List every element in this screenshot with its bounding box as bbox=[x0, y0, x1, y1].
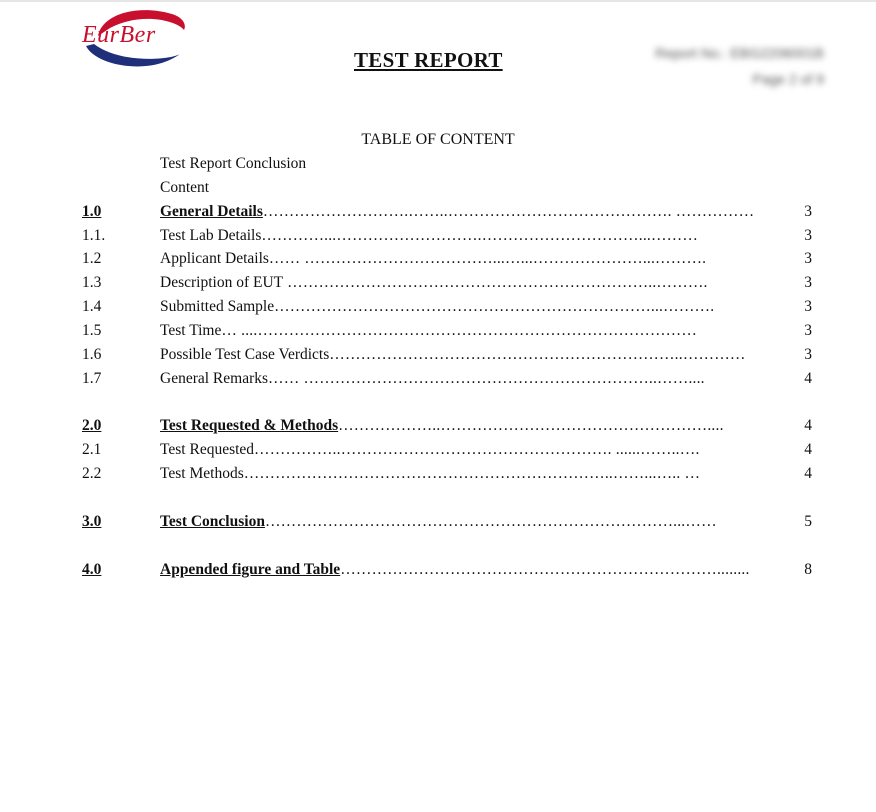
report-number: Report No.: EBG2206001B bbox=[655, 45, 824, 61]
toc-leader-dots: …… …………………………………………………………..…….... bbox=[268, 370, 705, 387]
toc-entry-page: 3 bbox=[804, 346, 812, 363]
toc-leader-dots: …… ………………………………...…...…………………...………. bbox=[268, 250, 707, 267]
toc-leader-dots: …………...……………………….…………………………...……… bbox=[261, 227, 699, 244]
toc-entry-general-remarks[interactable] bbox=[82, 369, 812, 389]
toc-entry-number: 3.0 bbox=[82, 513, 102, 530]
toc-entry-test-requested[interactable] bbox=[82, 440, 812, 460]
toc-entry-possible-test-case-verdicts[interactable] bbox=[82, 345, 812, 365]
toc-entry-title: Test Conclusion bbox=[160, 513, 265, 530]
toc-entry-number: 1.3 bbox=[82, 274, 102, 291]
toc-entry-number: 2.2 bbox=[82, 465, 102, 482]
toc-entry-page: 4 bbox=[804, 441, 812, 458]
toc-leader-dots: … ....………………………………………………………………………… bbox=[221, 322, 698, 339]
toc-leader-dots: ………………..…………………………………………….... bbox=[338, 417, 724, 434]
toc-entry-title: Test Lab Details bbox=[160, 227, 262, 244]
toc-intro-conclusion: Test Report Conclusion bbox=[160, 155, 307, 172]
toc-entry-test-time[interactable] bbox=[82, 321, 812, 341]
toc-entry-title: General Details bbox=[160, 203, 263, 220]
toc-entry-page: 4 bbox=[804, 417, 812, 434]
toc-entry-test-lab-details[interactable] bbox=[82, 226, 812, 246]
toc-entry-page: 4 bbox=[804, 465, 812, 482]
toc-entry-number: 2.1 bbox=[82, 441, 102, 458]
toc-entry-page: 3 bbox=[804, 250, 812, 267]
page-number: Page 2 of 9 bbox=[752, 71, 824, 87]
toc-entry-page: 8 bbox=[804, 561, 812, 578]
toc-heading: TABLE OF CONTENT bbox=[361, 131, 515, 148]
toc-entry-title: Appended figure and Table bbox=[160, 561, 341, 578]
toc-leader-dots: …………………………………………………………..………… bbox=[329, 346, 746, 363]
toc-entry-title: Test Methods bbox=[160, 465, 244, 482]
toc-entry-page: 4 bbox=[804, 370, 812, 387]
toc-entry-number: 1.0 bbox=[82, 203, 102, 220]
toc-entry-test-conclusion[interactable] bbox=[82, 512, 812, 532]
toc-leader-dots: ……………………………………………………………………...…… bbox=[264, 513, 717, 530]
eurber-logo bbox=[80, 6, 192, 72]
toc-entry-title: Test Requested bbox=[160, 441, 255, 458]
toc-entry-number: 4.0 bbox=[82, 561, 102, 578]
toc-entry-number: 1.2 bbox=[82, 250, 102, 267]
toc-entry-number: 1.5 bbox=[82, 322, 102, 339]
toc-entry-appended-figure-and-table[interactable] bbox=[82, 560, 812, 580]
toc-entry-submitted-sample[interactable] bbox=[82, 297, 812, 317]
toc-entry-title: Description of EUT bbox=[160, 274, 284, 291]
toc-leader-dots: ………………………………………………………………...………. bbox=[274, 298, 715, 315]
toc-entry-test-methods[interactable] bbox=[82, 464, 812, 484]
toc-intro-content: Content bbox=[160, 179, 210, 196]
toc-entry-page: 3 bbox=[804, 274, 812, 291]
toc-entry-number: 1.4 bbox=[82, 298, 102, 315]
toc-entry-number: 2.0 bbox=[82, 417, 102, 434]
toc-leader-dots: ……………………………………………………………..………. bbox=[283, 274, 708, 291]
page-title: TEST REPORT bbox=[354, 48, 503, 72]
toc-leader-dots: ……………………….……..……………………………………. …………… bbox=[262, 203, 755, 220]
toc-entry-page: 3 bbox=[804, 322, 812, 339]
toc-entry-page: 3 bbox=[804, 298, 812, 315]
toc-entry-title: Applicant Details bbox=[160, 250, 269, 267]
logo-text: EurBer bbox=[82, 22, 156, 48]
toc-leader-dots: ……………..……………………………………………. ......……..…. bbox=[254, 441, 700, 458]
top-border bbox=[0, 0, 876, 2]
toc-entry-title: Test Requested & Methods bbox=[160, 417, 339, 434]
toc-entry-title: Test Time bbox=[160, 322, 222, 339]
toc-entry-page: 3 bbox=[804, 227, 812, 244]
toc-entry-number: 1.1. bbox=[82, 227, 106, 244]
toc-entry-title: General Remarks bbox=[160, 370, 269, 387]
toc-entry-title: Possible Test Case Verdicts bbox=[160, 346, 330, 363]
report-info bbox=[655, 40, 824, 92]
toc-entry-test-requested-methods[interactable] bbox=[82, 416, 812, 436]
toc-entry-number: 1.6 bbox=[82, 346, 102, 363]
toc-leader-dots: ………………………………………………………………........ bbox=[340, 561, 750, 578]
toc-entry-page: 3 bbox=[804, 203, 812, 220]
toc-entry-page: 5 bbox=[804, 513, 812, 530]
toc-entry-applicant-details[interactable] bbox=[82, 249, 812, 269]
toc-entry-general-details[interactable] bbox=[82, 202, 812, 222]
toc-leader-dots: ……………………………………………………………..……...….. … bbox=[243, 465, 701, 482]
toc-entry-number: 1.7 bbox=[82, 370, 102, 387]
toc-entry-title: Submitted Sample bbox=[160, 298, 275, 315]
toc-entry-description-of-eut[interactable] bbox=[82, 273, 812, 293]
